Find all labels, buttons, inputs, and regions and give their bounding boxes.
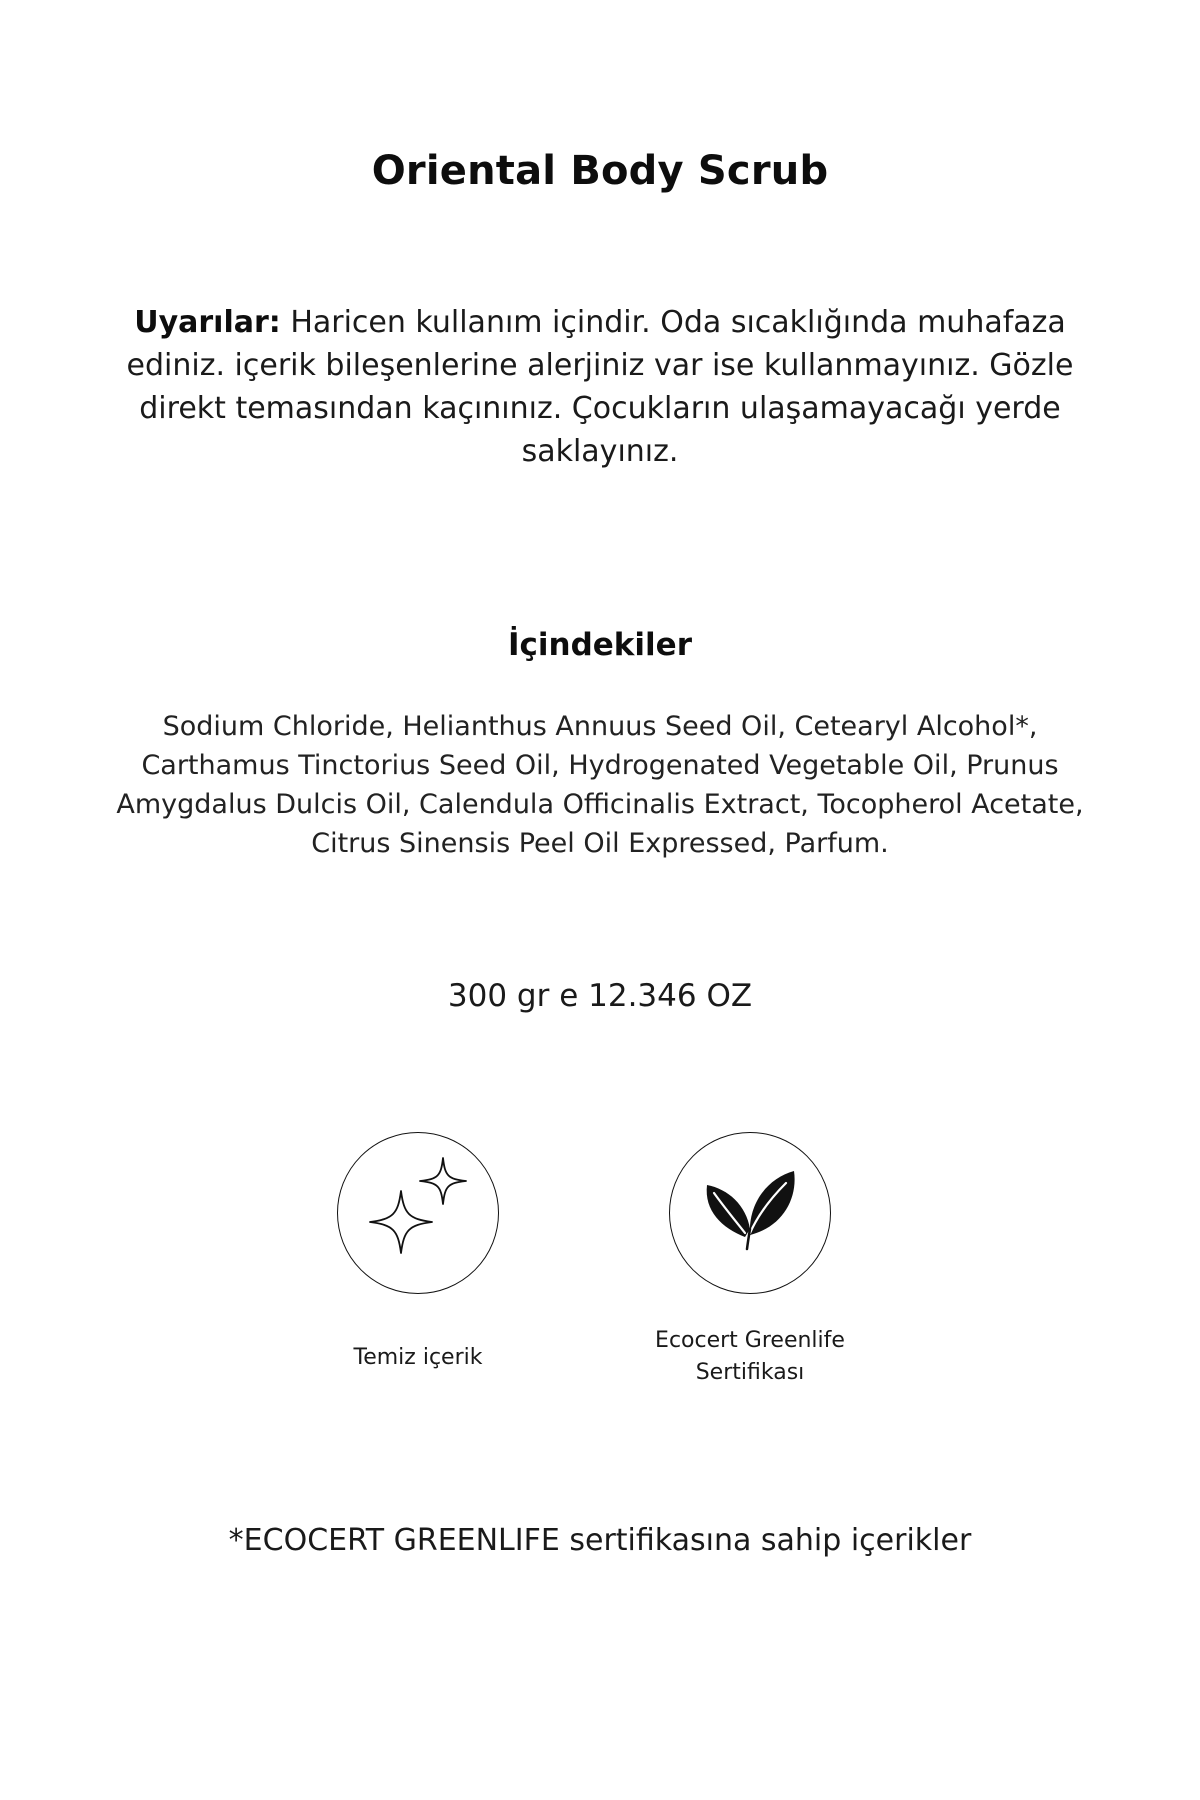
ingredients-list: Sodium Chloride, Helianthus Annuus Seed Oil, Cetearyl Alcohol*, Carthamus Tinctorius Seed Oil, Hydrogenated Vegetable Oil, Prunus Amygdalus Dulcis Oil, Calendula Officinalis Extract, Tocopherol Acetate, Citrus Sinensis Peel Oil Expressed, Parfum. [116,711,1084,859]
badge-clean-ingredients [258,1132,578,1374]
sparkle-icon [338,1133,497,1292]
certification-footnote: *ECOCERT GREENLIFE sertifikasına sahip içerikler [228,1523,972,1558]
badge-ecocert [590,1132,910,1389]
warnings-text: Haricen kullanım içindir. Oda sıcaklığında muhafaza ediniz. içerik bileşenlerine alerjiniz var ise kullanmayınız. Gözle direkt temasından kaçınınız. Çocukların ulaşamayacağı yerde saklayınız. [126,305,1074,469]
badge-circle [669,1132,831,1294]
badge-label-line: Sertifikası [695,1360,805,1385]
badge-circle [337,1132,499,1294]
net-weight: 300 gr e 12.346 OZ [447,978,753,1014]
ingredients-heading: İçindekiler [507,627,692,663]
leaf-icon [670,1133,829,1292]
badge-label [258,1294,578,1374]
warnings-paragraph [120,301,1080,473]
badge-label [590,1294,910,1389]
badge-label-line: Ecocert Greenlife [655,1328,845,1353]
product-title: Oriental Body Scrub [371,148,829,194]
badge-label-line: Temiz içerik [353,1345,483,1370]
warnings-label: Uyarılar: [134,305,281,340]
